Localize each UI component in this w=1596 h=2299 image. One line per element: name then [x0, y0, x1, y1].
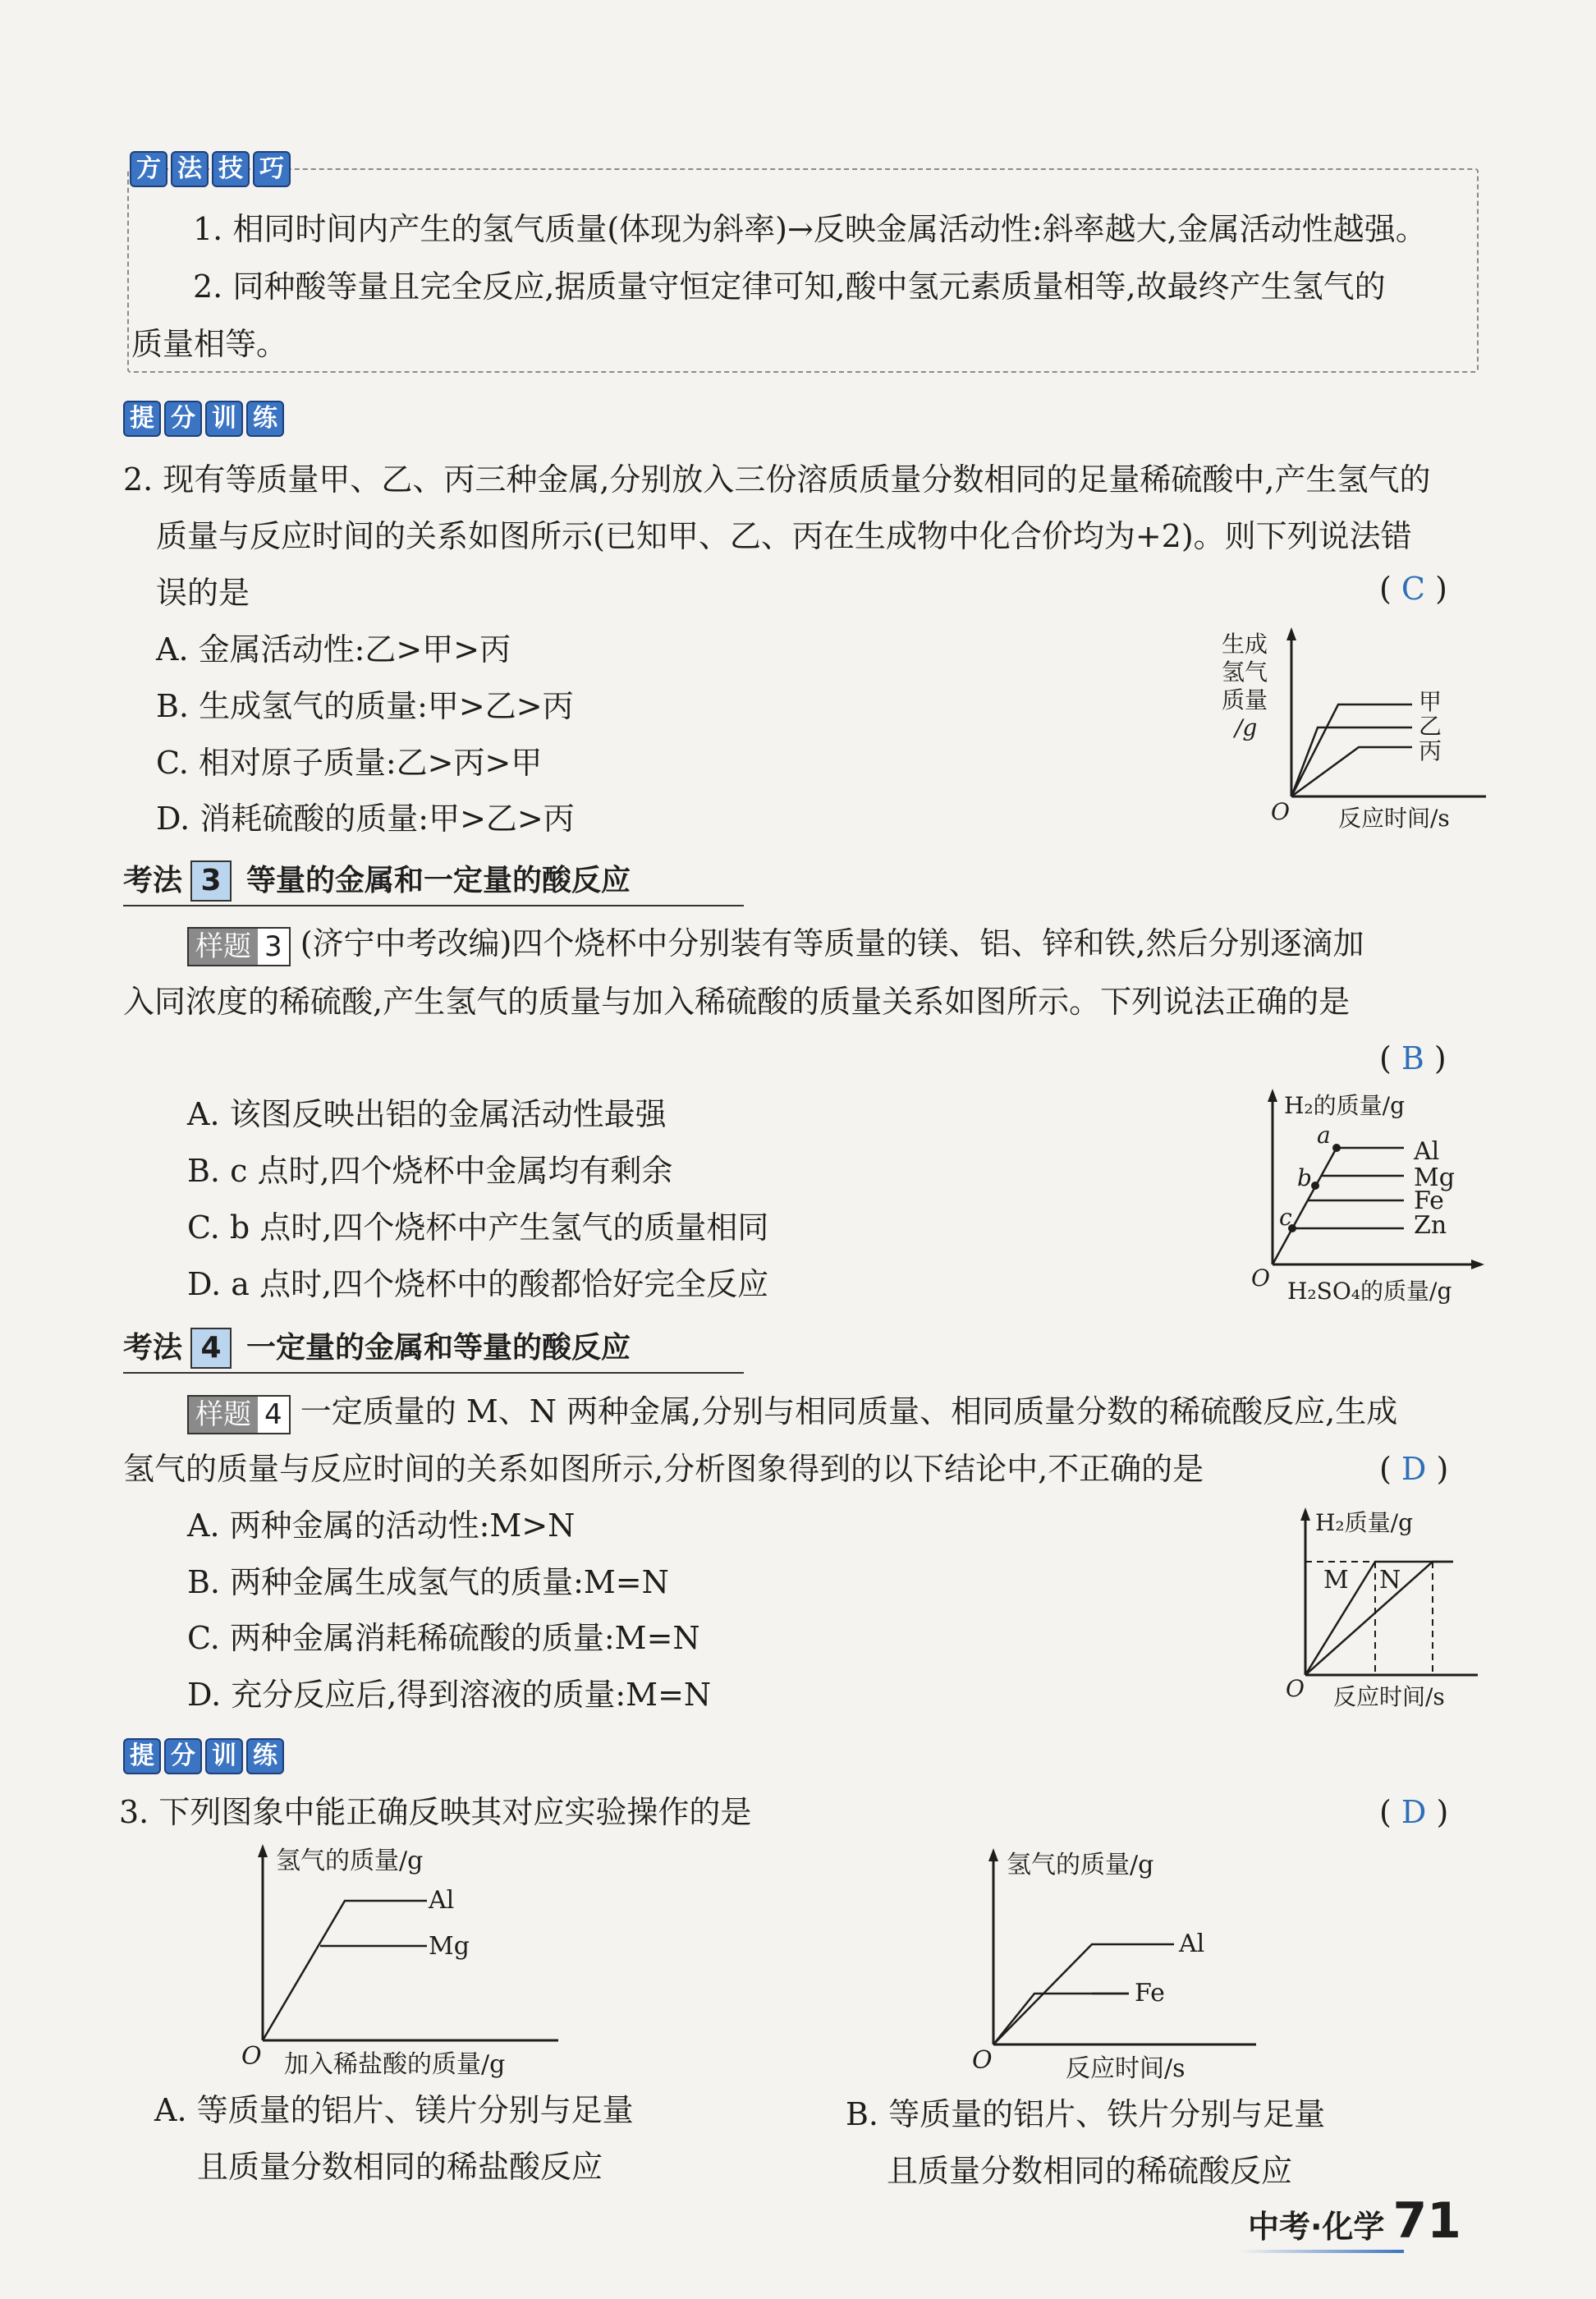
ex3-line-1 — [187, 921, 1364, 966]
badge-char: 法 — [171, 151, 209, 187]
origin-label: O — [1286, 1675, 1305, 1702]
series-label-al: Al — [429, 1886, 455, 1915]
q2-option-c: C. 相对原子质量:乙>丙>甲 — [156, 745, 543, 781]
ex3-ylabel: H₂的质量/g — [1284, 1092, 1406, 1119]
series-line-fe — [993, 1994, 1129, 2044]
series-label-m: M — [1323, 1566, 1349, 1595]
kaofa4-label: 考法 — [123, 1331, 183, 1365]
q2-option-b: B. 生成氢气的质量:甲>乙>丙 — [156, 688, 574, 724]
series-label-al: Al — [1414, 1137, 1440, 1166]
ex4-xlabel: 反应时间/s — [1333, 1683, 1445, 1710]
footer — [1248, 2192, 1461, 2250]
kaofa4-title: 一定量的金属和等量的酸反应 — [246, 1331, 631, 1365]
q2-line-3: 误的是 — [156, 575, 250, 611]
series-label-jia: 甲 — [1419, 688, 1442, 715]
answer-letter: D — [1401, 1794, 1427, 1830]
ex3-option-a: A. 该图反映出铝的金属活动性最强 — [187, 1096, 667, 1132]
q2-answer: ( C ) — [1379, 571, 1447, 607]
series-label-mg: Mg — [1414, 1163, 1455, 1192]
ex3-option-b: B. c 点时,四个烧杯中金属均有剩余 — [187, 1153, 673, 1189]
point-label-b: b — [1297, 1164, 1312, 1191]
q2-ylabel: 质量 — [1222, 686, 1268, 714]
q2-ylabel: 生成 — [1222, 631, 1268, 658]
q3-graph-b — [969, 1843, 1314, 2090]
ex4-stem-1: 一定质量的 M、N 两种金属,分别与相同质量、相同质量分数的稀硫酸反应,生成 — [300, 1393, 1398, 1429]
q3a-ylabel: 氢气的质量/g — [276, 1847, 424, 1875]
ex3-answer: ( B ) — [1379, 1040, 1447, 1076]
badge-char: 技 — [212, 151, 250, 187]
series-label-zn: Zn — [1414, 1211, 1447, 1240]
ex4-option-a: A. 两种金属的活动性:M>N — [187, 1507, 576, 1544]
footer-text: 中考·化学 — [1248, 2209, 1385, 2245]
answer-letter: C — [1401, 571, 1425, 607]
y-axis-arrow — [1300, 1507, 1310, 1521]
q3-answer: ( D ) — [1379, 1794, 1449, 1830]
point-label-c: c — [1279, 1204, 1292, 1231]
series-label-yi: 乙 — [1419, 713, 1442, 740]
q3-option-b-line-1: B. 等质量的铝片、铁片分别与足量 — [846, 2096, 1326, 2132]
origin-label: O — [1271, 798, 1290, 825]
kaofa4-heading — [123, 1326, 631, 1370]
page-number: 71 — [1392, 2192, 1461, 2250]
q3b-ylabel: 氢气的质量/g — [1007, 1851, 1154, 1879]
series-label-fe: Fe — [1414, 1186, 1444, 1215]
kaofa3-label: 考法 — [123, 864, 183, 897]
origin-label: O — [972, 2046, 993, 2075]
kaofa4-number: 4 — [190, 1328, 232, 1369]
series-label-al: Al — [1179, 1930, 1205, 1958]
badge-char: 训 — [205, 1738, 243, 1774]
kaofa3-underline — [123, 905, 744, 906]
badge-char: 分 — [164, 1738, 202, 1774]
series-line-al — [1273, 1148, 1404, 1264]
q3-stem: 3. 下列图象中能正确反映其对应实验操作的是 — [119, 1794, 752, 1830]
tip-line-2: 2. 同种酸等量且完全反应,据质量守恒定律可知,酸中氢元素质量相等,故最终产生氢气的 — [193, 268, 1386, 305]
q2-option-d: D. 消耗硫酸的质量:甲>乙>丙 — [156, 801, 575, 837]
point-a — [1332, 1144, 1341, 1152]
tip-badges — [130, 151, 294, 187]
ex3-line-2: 入同浓度的稀硫酸,产生氢气的质量与加入稀硫酸的质量关系如图所示。下列说法正确的是 — [123, 984, 1351, 1020]
ex4-option-c: C. 两种金属消耗稀硫酸的质量:M=N — [187, 1620, 700, 1656]
kaofa3-heading — [123, 859, 631, 903]
q2-graph — [1215, 624, 1494, 837]
q3-graph-a — [238, 1839, 583, 2086]
q2-xlabel: 反应时间/s — [1338, 805, 1450, 832]
badge-char: 巧 — [253, 151, 291, 187]
badge-char: 练 — [246, 401, 284, 437]
series-label-n: N — [1379, 1566, 1401, 1595]
q2-option-a: A. 金属活动性:乙>甲>丙 — [156, 631, 511, 668]
badge-char: 练 — [246, 1738, 284, 1774]
q3-option-b-line-2: 且质量分数相同的稀硫酸反应 — [887, 2153, 1293, 2189]
kaofa3-number: 3 — [190, 860, 232, 902]
y-axis-arrow — [258, 1844, 268, 1857]
ex3-option-c: C. b 点时,四个烧杯中产生氢气的质量相同 — [187, 1209, 769, 1246]
point-label-a: a — [1317, 1122, 1331, 1149]
series-label-mg: Mg — [429, 1932, 470, 1961]
ex4-ylabel: H₂质量/g — [1315, 1509, 1414, 1536]
q3-option-a-line-1: A. 等质量的铝片、镁片分别与足量 — [154, 2092, 634, 2128]
ex4-graph — [1281, 1503, 1494, 1716]
origin-label: O — [1251, 1264, 1270, 1292]
q2-line-2: 质量与反应时间的关系如图所示(已知甲、乙、丙在生成物中化合价均为+2)。则下列说法错 — [156, 518, 1412, 554]
q3b-xlabel: 反应时间/s — [1066, 2054, 1186, 2083]
ex4-tag — [187, 1395, 291, 1434]
q2-ylabel: /g — [1235, 714, 1258, 741]
origin-label: O — [241, 2042, 262, 2071]
x-axis-arrow — [1471, 1260, 1484, 1269]
badge-char: 提 — [123, 1738, 161, 1774]
ex3-tag-num: 3 — [258, 929, 289, 965]
tip-line-1: 1. 相同时间内产生的氢气质量(体现为斜率)→反映金属活动性:斜率越大,金属活动性越强。 — [193, 211, 1427, 247]
q2-ylabel: 氢气 — [1222, 658, 1268, 686]
badge-char: 分 — [164, 401, 202, 437]
kaofa3-title: 等量的金属和一定量的酸反应 — [246, 864, 631, 897]
badge-char: 方 — [130, 151, 167, 187]
series-label-fe: Fe — [1135, 1979, 1165, 2008]
kaofa4-underline — [123, 1372, 744, 1374]
ex3-stem-1: (济宁中考改编)四个烧杯中分别装有等质量的镁、铝、锌和铁,然后分别逐滴加 — [300, 925, 1364, 961]
y-axis-arrow — [1286, 627, 1296, 640]
point-b — [1311, 1182, 1319, 1190]
ex4-line-1 — [187, 1389, 1397, 1434]
ex4-tag-num: 4 — [258, 1397, 289, 1433]
answer-letter: D — [1401, 1451, 1427, 1487]
q3a-xlabel: 加入稀盐酸的质量/g — [284, 2050, 506, 2079]
ex3-graph — [1240, 1084, 1494, 1314]
footer-underline — [1240, 2250, 1404, 2253]
series-line-bing — [1291, 747, 1412, 796]
ex4-option-b: B. 两种金属生成氢气的质量:M=N — [187, 1564, 669, 1600]
ex4-line-2: 氢气的质量与反应时间的关系如图所示,分析图象得到的以下结论中,不正确的是 — [123, 1451, 1204, 1487]
q3-option-a-line-2: 且质量分数相同的稀盐酸反应 — [197, 2149, 603, 2185]
q2-line-1: 2. 现有等质量甲、乙、丙三种金属,分别放入三份溶质质量分数相同的足量稀硫酸中,产生氢气的 — [123, 461, 1431, 498]
y-axis-arrow — [1268, 1089, 1277, 1102]
train-badges-2 — [123, 1738, 287, 1774]
series-line-al — [263, 1901, 427, 2040]
train-badges — [123, 401, 287, 437]
ex4-option-d: D. 充分反应后,得到溶液的质量:M=N — [187, 1677, 712, 1713]
series-label-bing: 丙 — [1419, 737, 1442, 764]
ex3-xlabel: H₂SO₄的质量/g — [1287, 1278, 1452, 1305]
badge-char: 训 — [205, 401, 243, 437]
ex3-option-d: D. a 点时,四个烧杯中的酸都恰好完全反应 — [187, 1266, 769, 1302]
ex4-answer: ( D ) — [1379, 1451, 1449, 1487]
ex3-tag — [187, 927, 291, 966]
ex3-tag-label: 样题 — [189, 929, 258, 965]
ex4-tag-label: 样题 — [189, 1397, 258, 1433]
y-axis-arrow — [988, 1848, 998, 1861]
badge-char: 提 — [123, 401, 161, 437]
tip-line-3: 质量相等。 — [131, 326, 288, 362]
answer-letter: B — [1401, 1040, 1424, 1076]
